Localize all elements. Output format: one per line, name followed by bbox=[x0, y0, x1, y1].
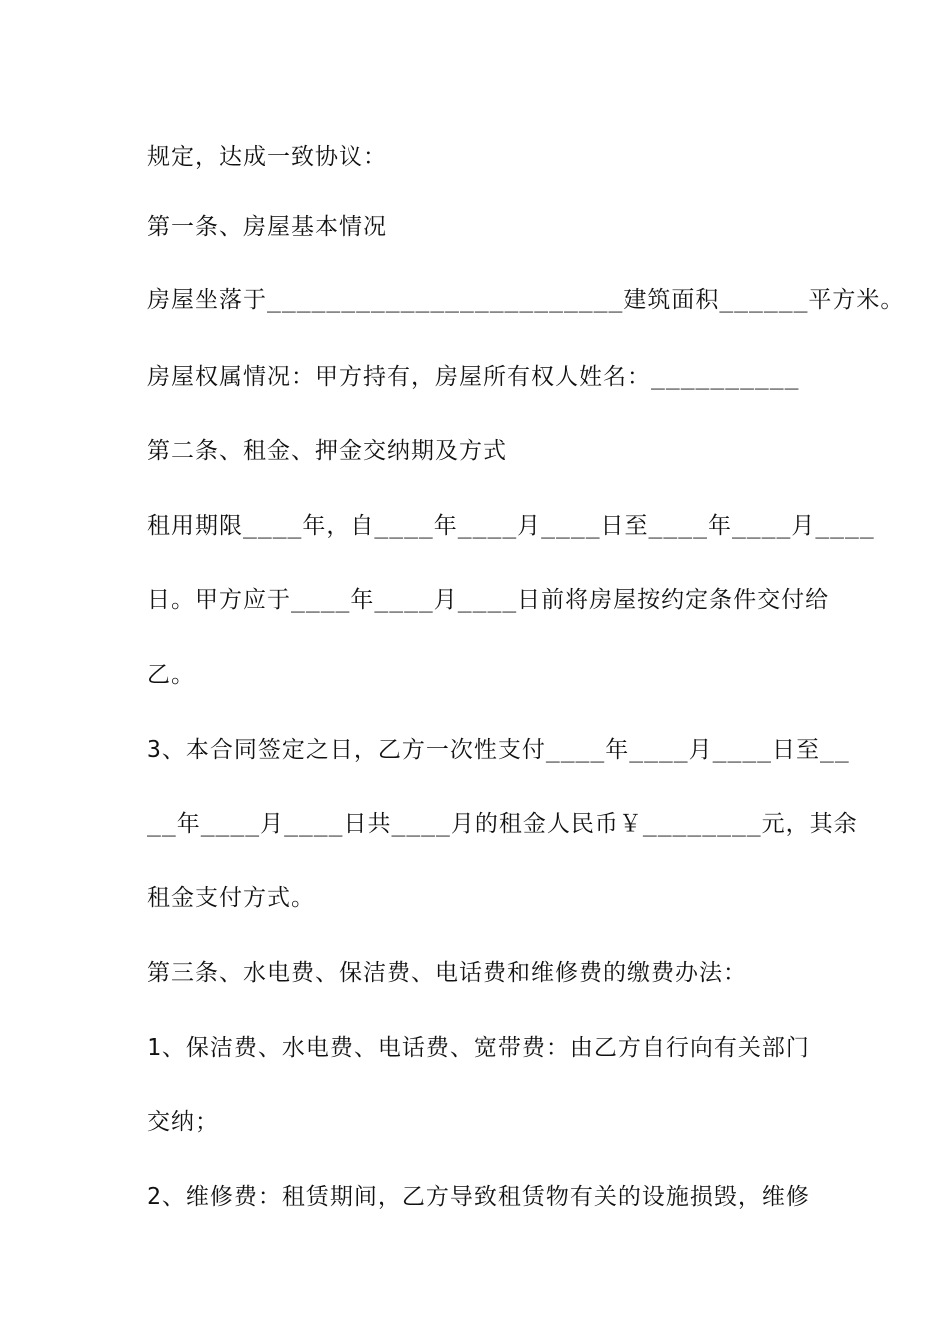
text-line: 1、保洁费、水电费、电话费、宽带费：由乙方自行向有关部门 bbox=[147, 1035, 810, 1061]
text-line: 租用期限____年，自____年____月____日至____年____月____ bbox=[147, 513, 875, 539]
section-heading: 第二条、租金、押金交纳期及方式 bbox=[147, 438, 507, 464]
text-line: 租金支付方式。 bbox=[147, 885, 315, 911]
text-line: 房屋权属情况：甲方持有，房屋所有权人姓名：__________ bbox=[147, 364, 800, 390]
text-line: 房屋坐落于________________________建筑面积______平方米。 bbox=[147, 287, 905, 313]
text-line: 交纳； bbox=[147, 1109, 219, 1135]
text-line: 日。甲方应于____年____月____日前将房屋按约定条件交付给 bbox=[147, 587, 830, 613]
text-line: 规定，达成一致协议： bbox=[147, 144, 387, 170]
text-line: 乙。 bbox=[147, 662, 195, 688]
text-line: __年____月____日共____月的租金人民币￥________元，其余 bbox=[147, 811, 858, 837]
text-line: 3、本合同签定之日，乙方一次性支付____年____月____日至__ bbox=[147, 737, 850, 763]
section-heading: 第三条、水电费、保洁费、电话费和维修费的缴费办法： bbox=[147, 960, 747, 986]
section-heading: 第一条、房屋基本情况 bbox=[147, 214, 387, 240]
text-line: 2、维修费：租赁期间，乙方导致租赁物有关的设施损毁，维修 bbox=[147, 1184, 810, 1210]
